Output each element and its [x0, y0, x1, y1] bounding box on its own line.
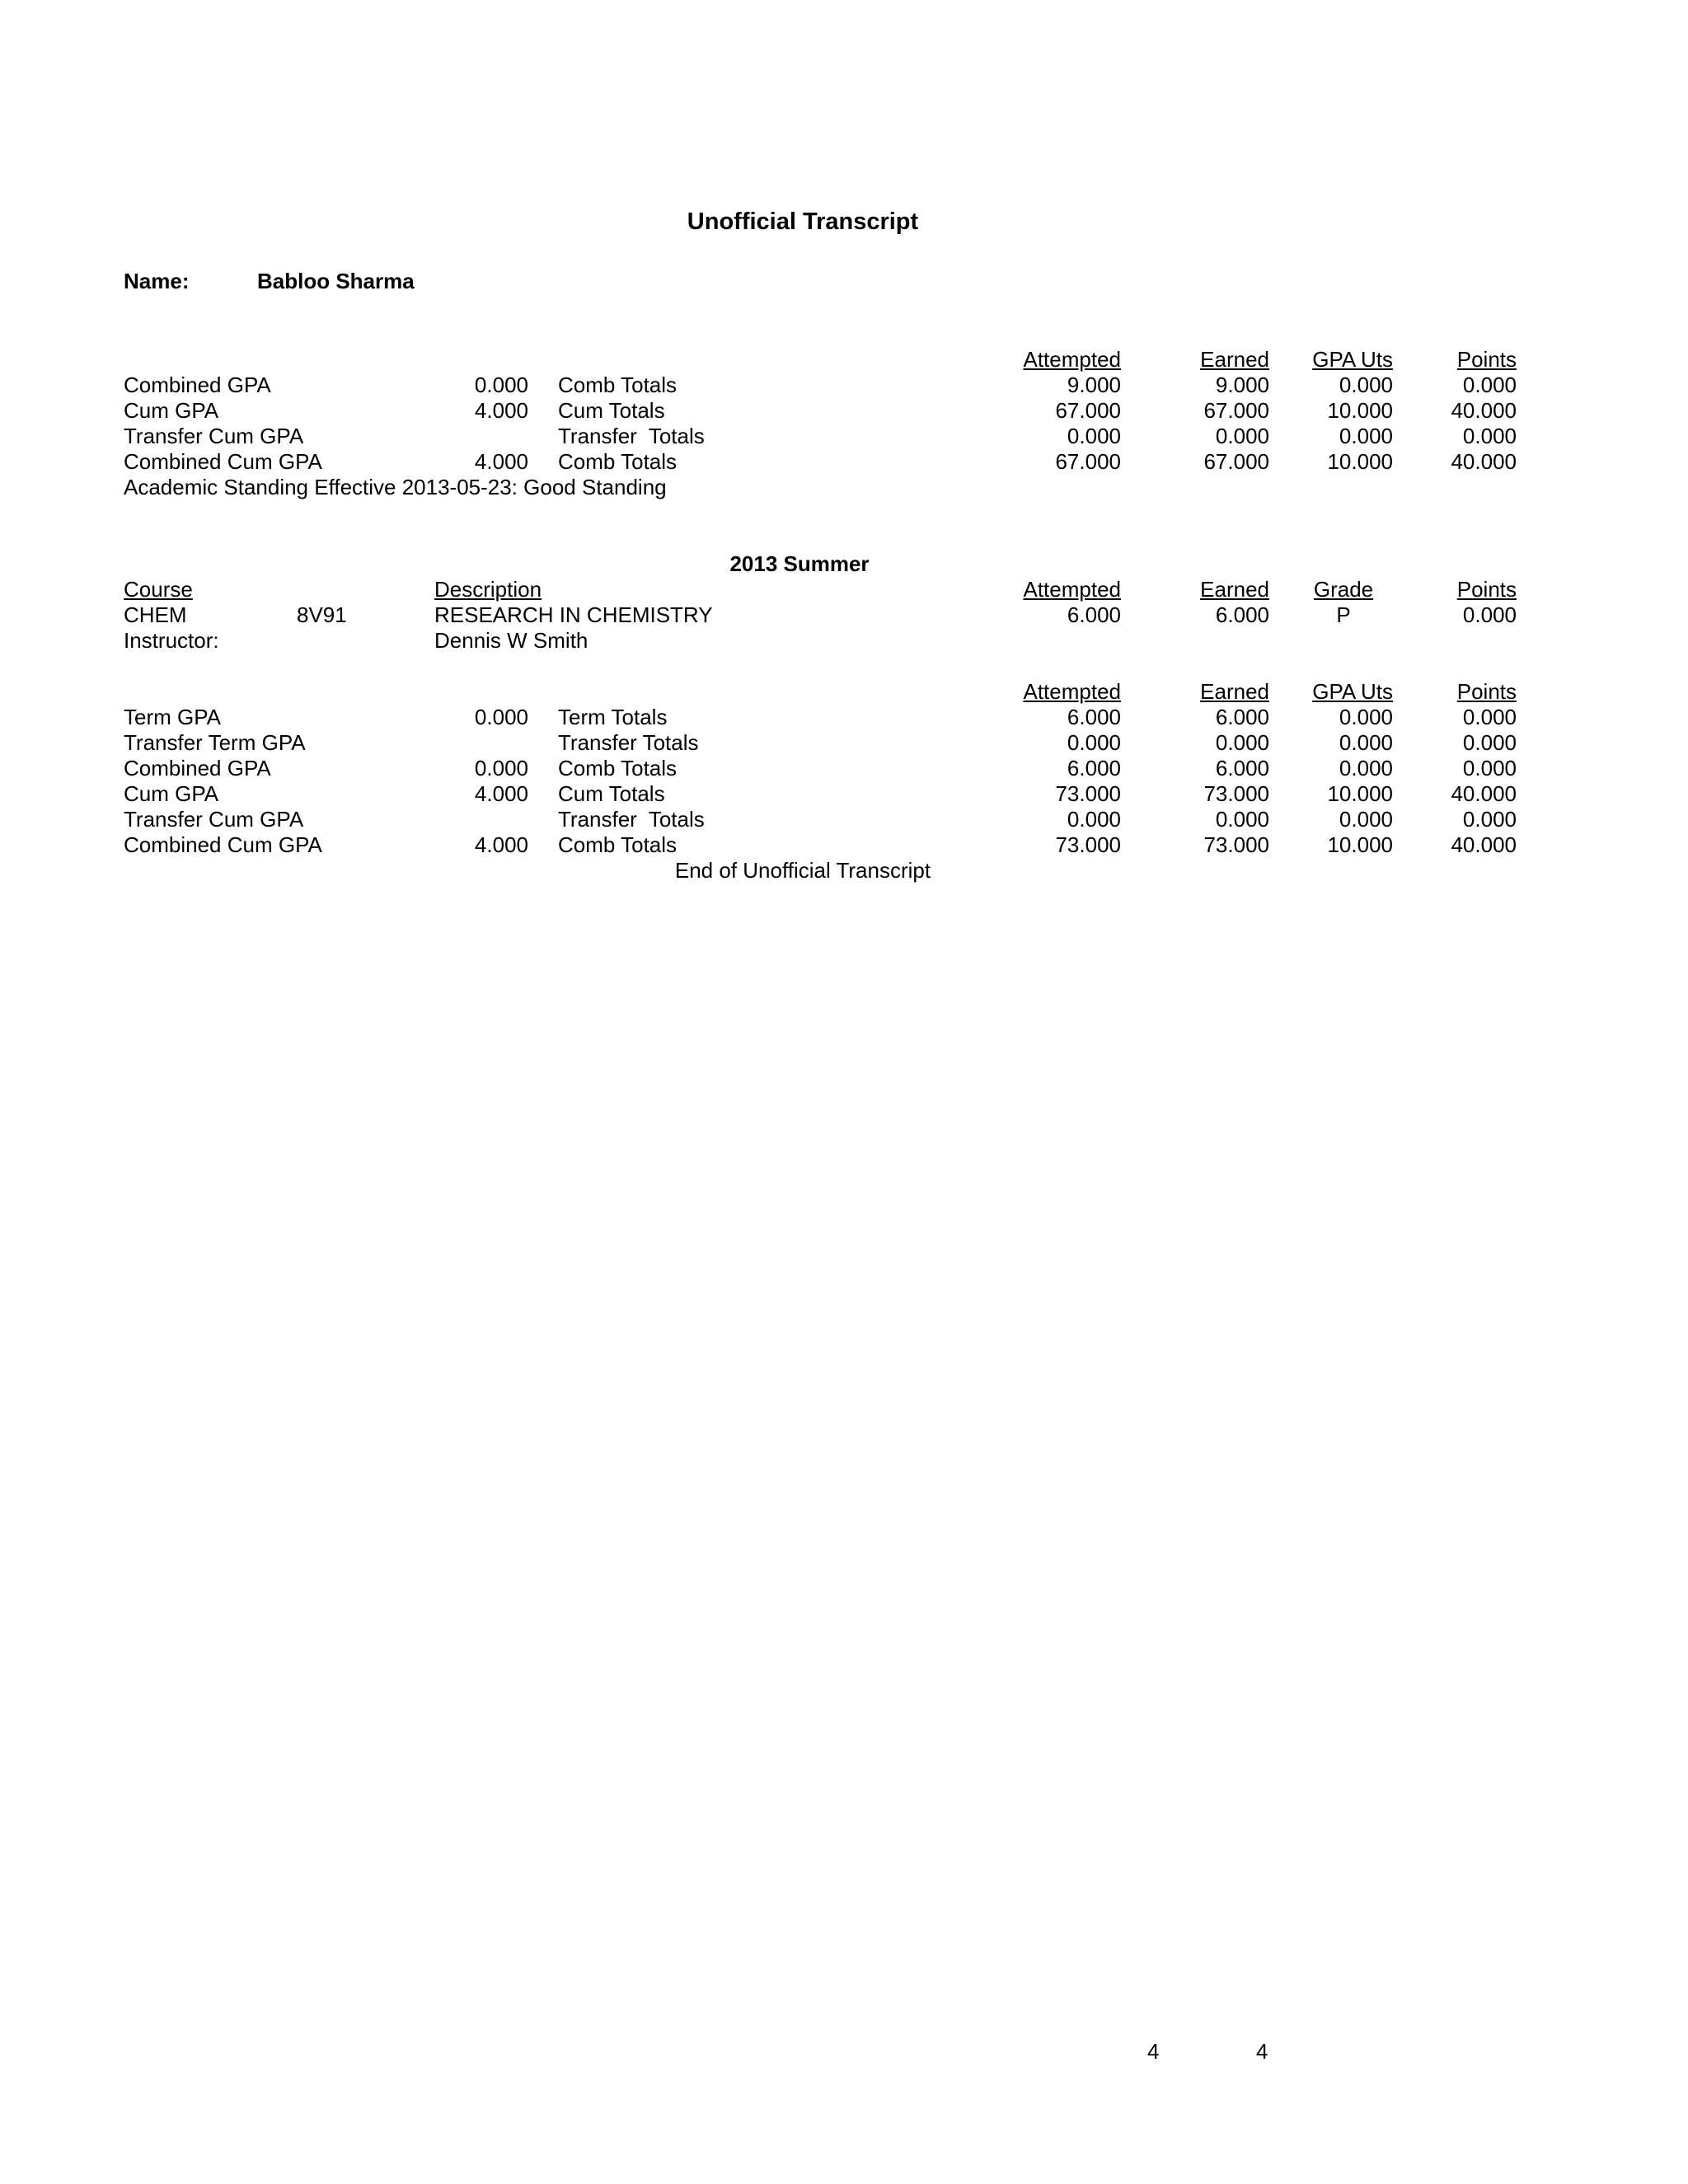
row-totals-label: Comb Totals — [558, 449, 678, 474]
page-title: Unofficial Transcript — [687, 209, 919, 235]
course-attempted: 6.000 — [1067, 602, 1121, 627]
row-earned: 0.000 — [1215, 807, 1269, 832]
term-row — [0, 781, 1688, 807]
row-earned: 73.000 — [1203, 781, 1269, 806]
summary-row — [0, 424, 1688, 449]
row-attempted: 0.000 — [1067, 424, 1121, 448]
course-number: 8V91 — [297, 602, 347, 627]
summary-header-row — [0, 347, 1688, 373]
row-points: 0.000 — [1462, 730, 1517, 755]
header-description: Description — [434, 577, 542, 602]
academic-standing: Academic Standing Effective 2013-05-23: Good Standing — [124, 475, 667, 499]
row-gpa-uts: 0.000 — [1339, 756, 1393, 780]
header-points: Points — [1456, 347, 1517, 372]
course-row — [0, 602, 1688, 628]
summary-row — [0, 398, 1688, 424]
row-gpa-uts: 0.000 — [1339, 705, 1393, 729]
row-attempted: 6.000 — [1067, 756, 1121, 780]
student-name: Babloo Sharma — [257, 269, 415, 293]
row-earned: 0.000 — [1215, 424, 1269, 448]
row-attempted: 0.000 — [1067, 807, 1121, 832]
row-totals-label: Term Totals — [558, 705, 668, 729]
instructor-name: Dennis W Smith — [434, 628, 588, 653]
header-points: Points — [1456, 679, 1517, 704]
header-gpa-uts: GPA Uts — [1312, 679, 1393, 704]
row-points: 0.000 — [1462, 424, 1517, 448]
row-totals-label: Transfer Totals — [558, 730, 699, 755]
row-gpa-uts: 0.000 — [1339, 730, 1393, 755]
row-label: Transfer Term GPA — [124, 730, 306, 755]
row-points: 40.000 — [1451, 781, 1517, 806]
row-points: 0.000 — [1462, 705, 1517, 729]
row-gpa: 4.000 — [474, 398, 528, 423]
row-points: 0.000 — [1462, 807, 1517, 832]
course-grade: P — [1336, 602, 1351, 627]
row-label: Transfer Cum GPA — [124, 424, 304, 448]
row-label: Transfer Cum GPA — [124, 807, 304, 832]
row-totals-label: Comb Totals — [558, 832, 678, 857]
row-attempted: 6.000 — [1067, 705, 1121, 729]
name-label: Name: — [124, 269, 190, 293]
course-earned: 6.000 — [1215, 602, 1269, 627]
header-attempted: Attempted — [1023, 347, 1121, 372]
row-attempted: 9.000 — [1067, 373, 1121, 397]
instructor-row — [0, 628, 1688, 654]
header-earned: Earned — [1200, 679, 1269, 704]
term-row — [0, 807, 1688, 832]
row-earned: 9.000 — [1215, 373, 1269, 397]
row-attempted: 73.000 — [1055, 781, 1121, 806]
header-grade: Grade — [1313, 577, 1374, 602]
row-label: Term GPA — [124, 705, 221, 729]
row-gpa-uts: 10.000 — [1327, 832, 1393, 857]
header-earned: Earned — [1200, 347, 1269, 372]
term-row — [0, 730, 1688, 756]
row-label: Combined GPA — [124, 756, 271, 780]
row-totals-label: Comb Totals — [558, 373, 678, 397]
summary-row — [0, 373, 1688, 398]
summary-row — [0, 449, 1688, 475]
row-label: Cum GPA — [124, 781, 219, 806]
term-title: 2013 Summer — [729, 551, 870, 576]
header-points: Points — [1456, 577, 1517, 602]
course-header-row — [0, 577, 1688, 602]
row-points: 0.000 — [1462, 756, 1517, 780]
page-number: 4 — [1147, 2039, 1160, 2064]
term-totals-header-row — [0, 679, 1688, 705]
row-points: 0.000 — [1462, 373, 1517, 397]
header-attempted: Attempted — [1023, 679, 1121, 704]
row-totals-label: Comb Totals — [558, 756, 678, 780]
row-label: Combined Cum GPA — [124, 449, 322, 474]
row-attempted: 67.000 — [1055, 449, 1121, 474]
row-gpa-uts: 10.000 — [1327, 398, 1393, 423]
row-label: Cum GPA — [124, 398, 219, 423]
row-points: 40.000 — [1451, 449, 1517, 474]
term-row — [0, 705, 1688, 730]
instructor-label: Instructor: — [124, 628, 219, 653]
row-gpa-uts: 0.000 — [1339, 373, 1393, 397]
row-gpa-uts: 0.000 — [1339, 424, 1393, 448]
row-attempted: 0.000 — [1067, 730, 1121, 755]
row-totals-label: Transfer Totals — [558, 424, 705, 448]
term-row — [0, 756, 1688, 781]
row-totals-label: Cum Totals — [558, 398, 665, 423]
row-gpa-uts: 10.000 — [1327, 449, 1393, 474]
header-earned: Earned — [1200, 577, 1269, 602]
header-attempted: Attempted — [1023, 577, 1121, 602]
course-description: RESEARCH IN CHEMISTRY — [434, 602, 713, 627]
row-gpa: 4.000 — [474, 781, 528, 806]
row-gpa: 4.000 — [474, 449, 528, 474]
row-earned: 0.000 — [1215, 730, 1269, 755]
term-row — [0, 832, 1688, 858]
row-earned: 6.000 — [1215, 756, 1269, 780]
row-totals-label: Transfer Totals — [558, 807, 705, 832]
row-label: Combined GPA — [124, 373, 271, 397]
row-attempted: 67.000 — [1055, 398, 1121, 423]
row-earned: 67.000 — [1203, 449, 1269, 474]
end-of-transcript: End of Unofficial Transcript — [674, 858, 931, 883]
row-gpa: 0.000 — [474, 756, 528, 780]
page-count: 4 — [1256, 2039, 1268, 2064]
row-totals-label: Cum Totals — [558, 781, 665, 806]
header-gpa-uts: GPA Uts — [1312, 347, 1393, 372]
course-points: 0.000 — [1462, 602, 1517, 627]
row-gpa: 4.000 — [474, 832, 528, 857]
row-gpa-uts: 0.000 — [1339, 807, 1393, 832]
row-label: Combined Cum GPA — [124, 832, 322, 857]
row-gpa: 0.000 — [474, 373, 528, 397]
row-gpa: 0.000 — [474, 705, 528, 729]
row-earned: 73.000 — [1203, 832, 1269, 857]
row-earned: 6.000 — [1215, 705, 1269, 729]
row-points: 40.000 — [1451, 398, 1517, 423]
header-course: Course — [124, 577, 193, 602]
row-gpa-uts: 10.000 — [1327, 781, 1393, 806]
row-attempted: 73.000 — [1055, 832, 1121, 857]
course-subject: CHEM — [124, 602, 187, 627]
row-points: 40.000 — [1451, 832, 1517, 857]
row-earned: 67.000 — [1203, 398, 1269, 423]
